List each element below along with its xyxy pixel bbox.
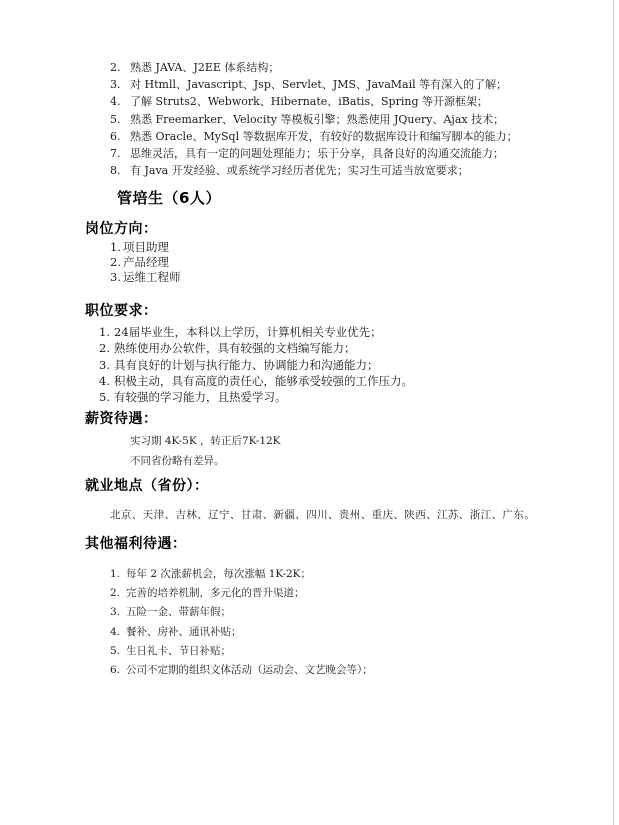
salary-note-line: 不同省份略有差异。	[130, 455, 225, 467]
list-item-text: 每年 2 次涨薪机会，每次涨幅 1K-2K；	[126, 568, 312, 580]
list-item	[110, 76, 518, 93]
page-edge-line	[613, 0, 614, 825]
section-heading-location: 就业地点（省份）：	[85, 478, 209, 494]
list-item	[110, 93, 518, 110]
list-item-number: 4.	[110, 95, 121, 109]
list-item-text: 思维灵活，具有一定的问题处理能力；乐于分享，具备良好的沟通交流能力；	[130, 147, 504, 161]
list-item-text: 餐补、房补、通讯补贴；	[126, 625, 242, 638]
list-item-text: 有较强的学习能力，且热爱学习。	[114, 390, 287, 405]
list-item	[110, 623, 373, 642]
list-item-number: 4.	[99, 373, 110, 388]
list-item-text: 熟练使用办公软件，具有较强的文档编写能力；	[114, 341, 356, 356]
list-item-text: 公司不定期的组织文体活动（运动会、文艺晚会等）；	[126, 664, 373, 677]
prev-requirements-list	[110, 59, 518, 179]
list-item-text: 积极主动，具有高度的责任心，能够承受较强的工作压力。	[114, 373, 413, 388]
list-item	[110, 128, 518, 145]
list-item-number: 3.	[110, 606, 121, 619]
list-item-number: 3.	[110, 78, 121, 92]
list-item	[110, 603, 373, 622]
list-item-number: 5.	[110, 112, 121, 126]
salary-detail-line: 实习期 4K-5K ，转正后7K-12K	[130, 435, 281, 447]
section-heading-benefits: 其他福利待遇：	[85, 536, 187, 552]
list-item-number: 6.	[110, 129, 121, 143]
list-item-text: 对 Htmll、Javascript、Jsp、Servlet、JMS、JavaMail 等有深入的了解；	[130, 78, 508, 92]
list-item-number: 4.	[110, 625, 121, 638]
list-item	[99, 357, 413, 373]
list-item-text: 了解 Struts2、Webwork、Hibernate、iBatis、Spring 等开源框架；	[130, 95, 488, 109]
provinces-line: 北京、天津、吉林、辽宁、甘肃、新疆、四川、贵州、重庆、陕西、江苏、浙江、广东。	[110, 509, 536, 521]
list-item	[110, 145, 518, 162]
list-item-text: 五险一金、带薪年假；	[126, 606, 231, 619]
list-item	[110, 59, 518, 76]
list-item-number: 7.	[110, 147, 121, 161]
list-item-text: 产品经理	[122, 255, 169, 270]
list-item	[110, 270, 180, 285]
section-heading-salary: 薪资待遇：	[85, 411, 158, 427]
list-item	[110, 584, 373, 603]
list-item	[110, 111, 518, 128]
list-item-text: 运维工程师	[122, 270, 181, 285]
list-item-text: 项目助理	[122, 240, 169, 254]
list-item-text: 熟悉 Oracle、MySql 等数据库开发，有较好的数据库设计和编写脚本的能力；	[130, 129, 518, 143]
list-item-number: 3.	[99, 357, 110, 372]
job-title: 管培生（6人）	[117, 189, 221, 207]
list-item	[110, 661, 373, 680]
list-item	[110, 565, 373, 584]
list-item-number: 1.	[99, 325, 110, 339]
list-item-number: 2.	[110, 255, 121, 270]
list-item-number: 1.	[110, 568, 121, 580]
list-item-text: 熟悉 JAVA、J2EE 体系结构；	[130, 61, 280, 74]
position-requirements-list	[99, 324, 413, 405]
position-direction-list	[110, 240, 180, 286]
list-item-text: 完善的培养机制，多元化的晋升渠道；	[126, 587, 305, 600]
list-item-text: 有 Java 开发经验、或系统学习经历者优先；实习生可适当放宽要求；	[130, 164, 469, 178]
list-item-text: 生日礼卡、节日补贴；	[126, 644, 231, 657]
list-item-text: 熟悉 Freemarker、Velocity 等模板引擎；熟悉使用 JQuery、Ajax 技术；	[130, 112, 505, 126]
list-item-number: 2.	[110, 61, 121, 74]
list-item	[110, 255, 180, 270]
list-item-number: 3.	[110, 270, 121, 285]
list-item-text: 具有良好的计划与执行能力、协调能力和沟通能力；	[114, 357, 379, 372]
list-item	[99, 389, 413, 405]
list-item	[99, 340, 413, 356]
list-item-number: 5.	[110, 644, 121, 657]
list-item-number: 2.	[99, 341, 110, 356]
list-item-number: 2.	[110, 587, 121, 600]
list-item-text: 24届毕业生，本科以上学历，计算机相关专业优先；	[114, 325, 382, 339]
section-heading-position-direction: 岗位方向：	[85, 221, 158, 237]
list-item-number: 5.	[99, 390, 110, 405]
list-item	[110, 240, 180, 255]
benefits-list	[110, 565, 373, 680]
list-item-number: 1.	[110, 240, 121, 254]
list-item	[99, 373, 413, 389]
list-item-number: 6.	[110, 664, 121, 677]
list-item-number: 8.	[110, 164, 121, 178]
list-item	[110, 642, 373, 661]
list-item	[99, 324, 413, 340]
section-heading-position-requirements: 职位要求：	[85, 303, 158, 319]
list-item	[110, 162, 518, 179]
